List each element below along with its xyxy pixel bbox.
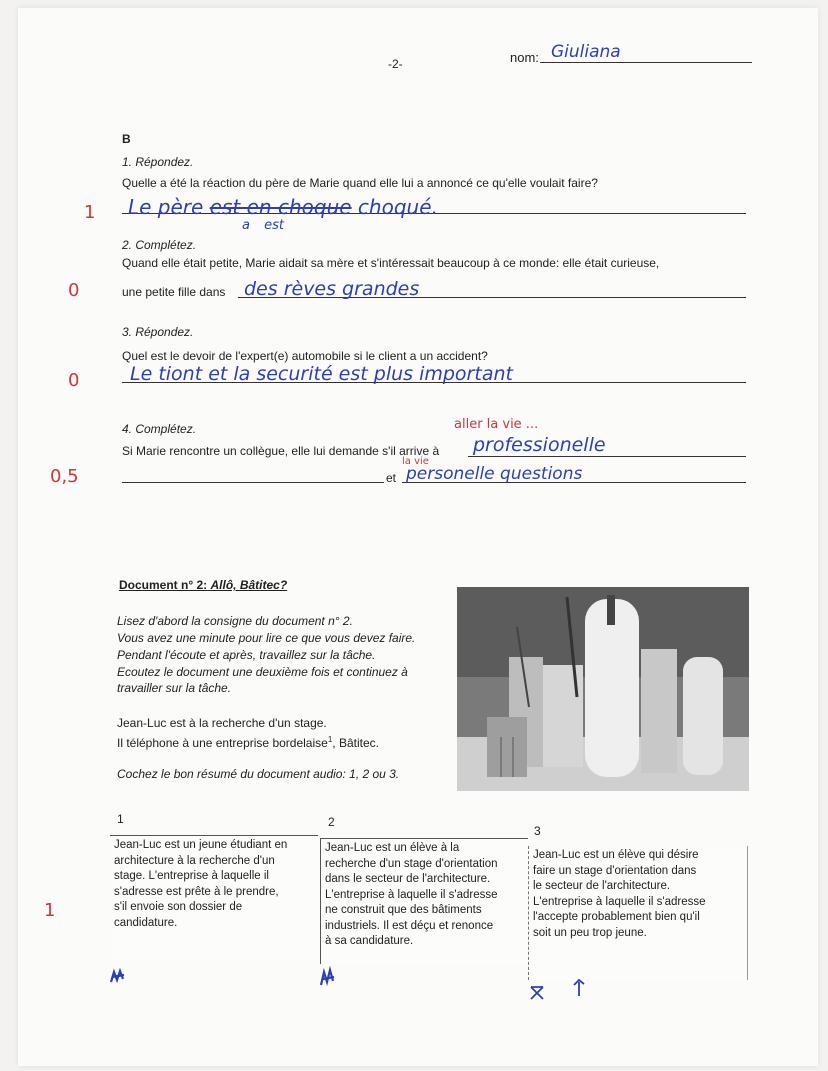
worksheet-page <box>18 8 818 1066</box>
q3-score: 0 <box>68 370 80 391</box>
q1-answer-start: Le père <box>128 195 204 219</box>
instruction-1: Lisez d'abord la consigne du document n° 2. <box>117 614 353 628</box>
option-2-box <box>320 838 528 964</box>
document-title <box>119 577 287 593</box>
q4-correction-2: la vie <box>402 456 429 467</box>
option-1-line-3: stage. L'entreprise à laquelle il <box>114 870 269 882</box>
q2-prompt-cont: une petite fille dans <box>122 285 226 299</box>
silo-photo <box>457 587 749 791</box>
option-3-line-3: le secteur de l'architecture. <box>533 880 671 892</box>
instruction-5: travailler sur la tâche. <box>117 681 232 695</box>
context-line-2 <box>117 732 379 751</box>
q4-answer-1: professionelle <box>473 434 606 456</box>
q3-answer: Le tiont et la securité est plus important <box>130 363 513 385</box>
student-name: Giuliana <box>551 42 621 62</box>
q4-answer-2: personelle questions <box>406 464 583 484</box>
q2-answer: des rèves grandes <box>244 278 420 300</box>
option-3-number: 3 <box>534 824 541 838</box>
option-1-line-6: candidature. <box>114 916 178 929</box>
document-title-name: Allô, Bâtitec? <box>210 578 288 592</box>
option-3-line-4: L'entreprise à laquelle il s'adresse <box>533 895 706 908</box>
scribble-mark-1-icon <box>108 966 128 986</box>
q2-instruction: 2. Complétez. <box>122 238 197 252</box>
q4-prompt: Si Marie rencontre un collègue, elle lui demande s'il arrive à <box>122 444 440 458</box>
option-1-line-4: s'adresse est prête à le prendre, <box>114 885 279 898</box>
context-line-2a: Il téléphone à une entreprise bordelaise <box>117 736 328 750</box>
option-2-line-2: recherche d'un stage d'orientation <box>325 857 498 870</box>
footnote-marker: 1 <box>327 735 333 744</box>
q2-prompt: Quand elle était petite, Marie aidait sa mère et s'intéressait beaucoup à ce monde: elle était curieuse, <box>122 256 660 270</box>
task-instruction: Cochez le bon résumé du document audio: 1, 2 ou 3. <box>117 767 400 781</box>
scribble-mark-2-icon <box>318 966 338 988</box>
option-3-line-1: Jean-Luc est un élève qui désire <box>533 849 699 861</box>
q4-blank-line <box>122 482 384 483</box>
option-2-line-5: ne construit que des bâtiments <box>325 904 482 916</box>
option-1-number: 1 <box>117 812 124 826</box>
instruction-2: Vous avez une minute pour lire ce que vous devez faire. <box>117 631 416 645</box>
option-2-line-7: à sa candidature. <box>325 935 414 947</box>
option-3-line-2: faire un stage d'orientation dans <box>533 864 697 877</box>
option-3-box <box>528 846 748 980</box>
q1-question: Quelle a été la réaction du père de Marie quand elle lui a annoncé ce qu'elle voulait faire? <box>122 176 598 190</box>
q4-correction-1: aller la vie ... <box>454 417 539 432</box>
option-2-line-4: L'entreprise à laquelle il s'adresse <box>325 888 498 901</box>
q4-score: 0,5 <box>50 466 79 487</box>
option-2-number: 2 <box>328 815 335 829</box>
cross-check-mark-icon <box>528 984 546 1002</box>
q1-answer-end: choqué. <box>357 195 438 219</box>
name-underline <box>540 62 752 63</box>
instruction-4: Ecoutez le document une deuxième fois et continuez à <box>117 665 408 679</box>
context-line-2b: , Bâtitec. <box>332 736 379 750</box>
q4-connector: et <box>386 471 397 485</box>
section-title: B <box>122 132 131 146</box>
option-2-line-3: dans le secteur de l'architecture. <box>325 873 491 885</box>
q3-instruction: 3. Répondez. <box>122 325 194 339</box>
arrow-up-mark-icon <box>572 978 586 998</box>
document-title-prefix: Document n° 2: <box>119 578 208 592</box>
q4-instruction: 4. Complétez. <box>122 422 197 436</box>
option-3-line-6: soit un peu trop jeune. <box>533 926 647 939</box>
option-2-line-1: Jean-Luc est un élève à la <box>325 842 460 854</box>
instruction-3: Pendant l'écoute et après, travaillez sur la tâche. <box>117 648 376 662</box>
q1-answer <box>128 195 438 219</box>
q3-question: Quel est le devoir de l'expert(e) automobile si le client a un accident? <box>122 349 488 363</box>
option-3-line-5: l'accepte probablement bien qu'il <box>533 911 700 923</box>
document-score: 1 <box>44 900 56 921</box>
silo-illustration <box>457 587 749 791</box>
context-line-1: Jean-Luc est à la recherche d'un stage. <box>117 716 327 730</box>
q1-correction: a est <box>242 218 284 233</box>
q1-answer-struck: est en choque <box>209 195 352 219</box>
option-1-box <box>110 835 318 959</box>
q2-score: 0 <box>68 280 80 301</box>
option-1-line-2: architecture à la recherche d'un <box>114 854 275 867</box>
option-1-line-1: Jean-Luc est un jeune étudiant en <box>114 839 288 851</box>
name-label: nom: <box>510 50 539 65</box>
option-1-line-5: s'il envoie son dossier de <box>114 901 243 913</box>
q1-score: 1 <box>84 202 96 223</box>
q1-instruction: 1. Répondez. <box>122 155 194 169</box>
q4-answer1-line <box>468 456 746 457</box>
page-number: -2- <box>388 57 403 71</box>
option-2-line-6: industriels. Il est déçu et renonce <box>325 919 494 932</box>
